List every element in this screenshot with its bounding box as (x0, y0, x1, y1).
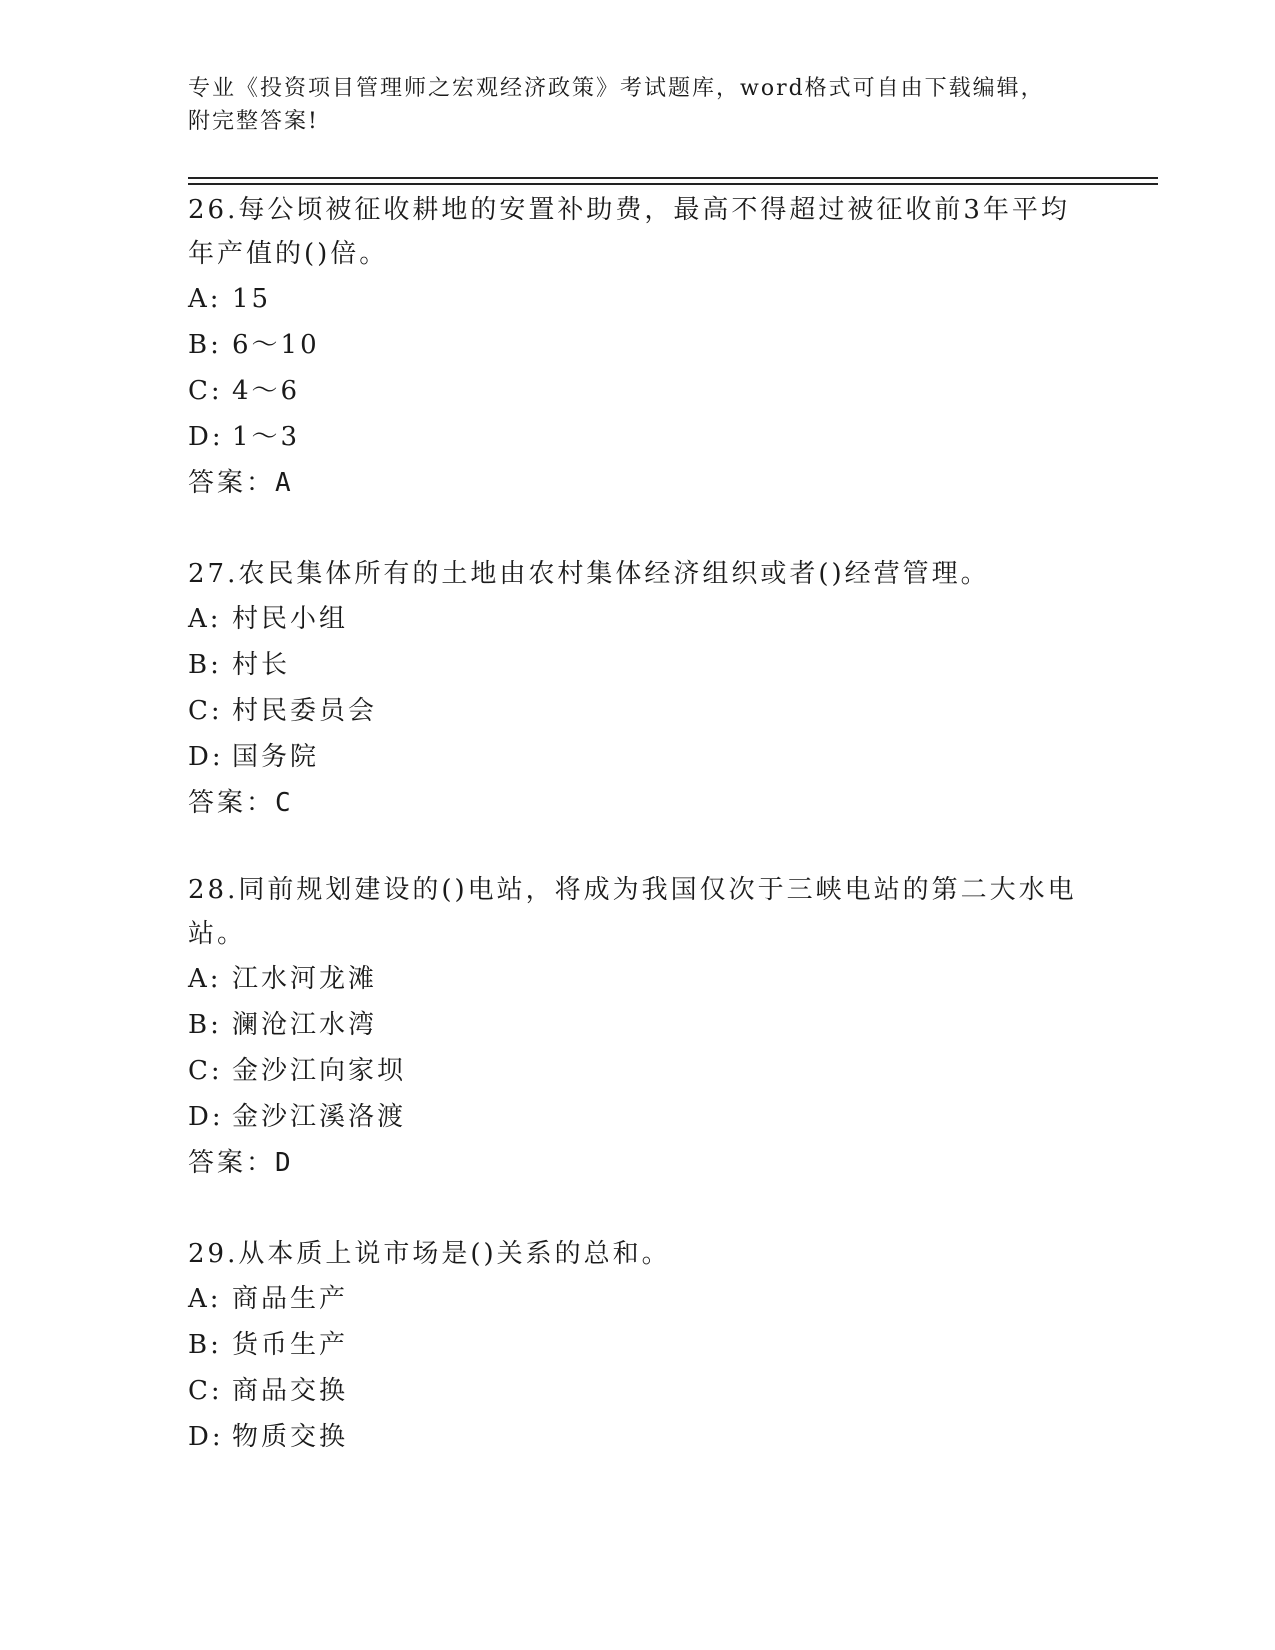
option-b (188, 642, 1088, 688)
option-letter: A: (188, 604, 222, 634)
answer-label: 答案： (188, 1148, 276, 1178)
question-stem (188, 1232, 1088, 1276)
option-c (188, 368, 1088, 414)
option-a (188, 956, 1088, 1002)
option-letter: B: (188, 1330, 222, 1360)
answer-label: 答案： (188, 468, 276, 498)
option-letter: D: (188, 1102, 224, 1132)
answer-label: 答案： (188, 788, 276, 818)
option-text: 商品交换 (232, 1376, 349, 1406)
option-text: 金沙江溪洛渡 (232, 1102, 407, 1132)
option-letter: B: (188, 330, 222, 360)
option-c (188, 1368, 1088, 1414)
answer-value: D (275, 1148, 294, 1178)
header-line-1: 专业《投资项目管理师之宏观经济政策》考试题库，word格式可自由下载编辑， (188, 76, 1045, 101)
question-27 (188, 552, 1088, 826)
option-a (188, 1276, 1088, 1322)
option-letter: B: (188, 650, 222, 680)
option-text: 村民小组 (232, 604, 349, 634)
option-text: 商品生产 (232, 1284, 349, 1314)
option-text: 4～6 (232, 376, 301, 406)
option-d (188, 734, 1088, 780)
answer-line (188, 460, 1088, 506)
answer-line (188, 780, 1088, 826)
option-letter: D: (188, 742, 224, 772)
option-letter: C: (188, 376, 223, 406)
option-text: 村长 (232, 650, 291, 680)
stem-line: 28.同前规划建设的()电站，将成为我国仅次于三峡电站的第二大水电 (188, 875, 1077, 905)
option-b (188, 1002, 1088, 1048)
option-text: 澜沧江水湾 (232, 1010, 378, 1040)
header-divider-top (188, 177, 1158, 179)
option-letter: C: (188, 1376, 223, 1406)
option-d (188, 1094, 1088, 1140)
stem-line: 26.每公顷被征收耕地的安置补助费，最高不得超过被征收前3年平均 (188, 195, 1070, 225)
option-letter: A: (188, 964, 222, 994)
question-stem (188, 188, 1088, 276)
option-letter: C: (188, 1056, 223, 1086)
option-text: 6～10 (232, 330, 320, 360)
option-text: 15 (232, 284, 272, 314)
stem-line: 站。 (188, 919, 247, 949)
option-letter: D: (188, 1422, 224, 1452)
answer-value: A (275, 468, 294, 498)
option-text: 货币生产 (232, 1330, 349, 1360)
stem-line: 年产值的()倍。 (188, 239, 389, 269)
option-c (188, 688, 1088, 734)
header-divider-bottom (188, 183, 1158, 185)
stem-line: 27.农民集体所有的土地由农村集体经济组织或者()经营管理。 (188, 559, 990, 589)
option-d (188, 1414, 1088, 1460)
option-c (188, 1048, 1088, 1094)
option-letter: A: (188, 1284, 222, 1314)
option-text: 1～3 (232, 422, 301, 452)
question-29 (188, 1232, 1088, 1460)
document-header (188, 72, 1088, 138)
answer-line (188, 1140, 1088, 1186)
option-b (188, 322, 1088, 368)
option-text: 村民委员会 (232, 696, 378, 726)
option-text: 江水河龙滩 (232, 964, 378, 994)
option-b (188, 1322, 1088, 1368)
option-a (188, 596, 1088, 642)
option-text: 物质交换 (232, 1422, 349, 1452)
option-a (188, 276, 1088, 322)
option-letter: C: (188, 696, 223, 726)
option-text: 国务院 (232, 742, 320, 772)
option-text: 金沙江向家坝 (232, 1056, 407, 1086)
question-stem (188, 868, 1088, 956)
option-letter: D: (188, 422, 224, 452)
option-letter: A: (188, 284, 222, 314)
question-28 (188, 868, 1088, 1186)
answer-value: C (275, 788, 294, 818)
question-26 (188, 188, 1088, 506)
option-d (188, 414, 1088, 460)
stem-line: 29.从本质上说市场是()关系的总和。 (188, 1239, 671, 1269)
question-stem (188, 552, 1088, 596)
header-line-2: 附完整答案! (188, 109, 319, 134)
option-letter: B: (188, 1010, 222, 1040)
